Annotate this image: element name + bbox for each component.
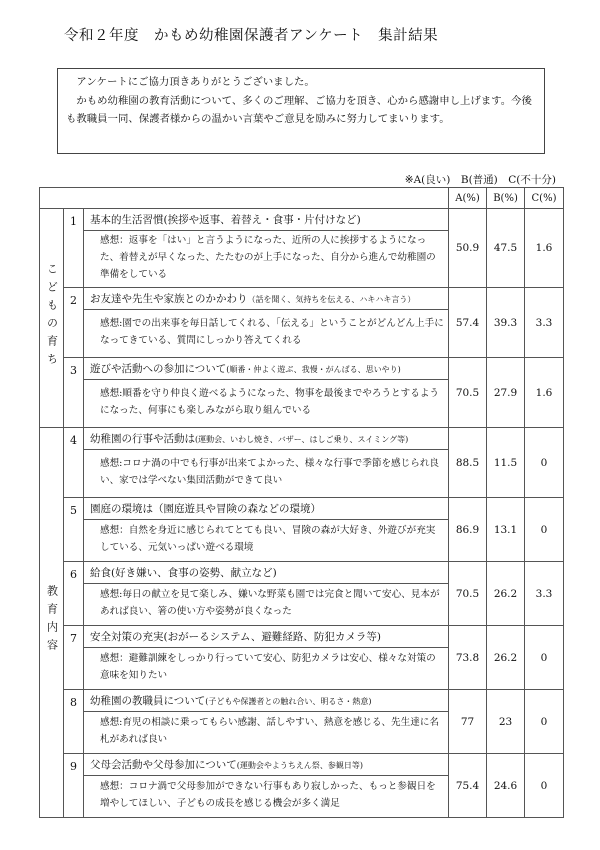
survey-results-table (39, 187, 564, 818)
item-number: 9 (64, 754, 84, 818)
item-comment-cell (84, 310, 449, 358)
value-c: 0 (525, 428, 564, 498)
item-comment-cell (84, 584, 449, 626)
item-heading-cell (84, 626, 449, 648)
item-number: 6 (64, 562, 84, 626)
item-comment-cell (84, 450, 449, 498)
item-comment-cell (84, 648, 449, 690)
intro-line-2: かもめ幼稚園の教育活動について、多くのご理解、ご協力を頂き、心から感謝申し上げます。今後も教職員一同、保護者様からの温かい言葉やご意見を励みに努力してまいります。 (66, 94, 532, 125)
value-b: 27.9 (487, 358, 525, 428)
item-comment-cell (84, 231, 449, 288)
value-b: 39.3 (487, 288, 525, 358)
column-header-c: C(%) (525, 188, 564, 209)
item-number: 5 (64, 498, 84, 562)
category-cell (40, 428, 64, 818)
item-comment: 感想：コロナ渦で父母参加ができない行事もあり寂しかった、もっと参観日を増やしてほしい、子どもの成長を感じる機会が多く満足 (100, 780, 436, 809)
item-comment: 感想：返事を「はい」と言うようになった、近所の人に挨拶するようになった、着替えが早くなった、たたむのが上手になった、自分から進んで幼稚園の準備をしている (100, 234, 436, 280)
header-blank (40, 188, 449, 209)
value-c: 0 (525, 498, 564, 562)
item-comment-cell (84, 380, 449, 428)
value-a: 70.5 (449, 562, 487, 626)
item-heading-cell (84, 428, 449, 450)
item-heading: 基本的生活習慣(挨拶や返事、着替え・食事・片付けなど) (90, 214, 361, 226)
item-comment: 感想:コロナ渦の中でも行事が出来てよかった、様々な行事で季節を感じられ良い、家では学べない集団活動ができて良い (100, 457, 440, 486)
table-row (40, 358, 564, 380)
value-b: 26.2 (487, 626, 525, 690)
item-heading-cell (84, 562, 449, 584)
table-row (40, 754, 564, 776)
table-row (40, 690, 564, 712)
item-heading: お友達や先生や家族とのかかわり (90, 293, 248, 305)
value-c: 3.3 (525, 562, 564, 626)
intro-line-1: アンケートにご協力頂きありがとうございました。 (76, 76, 315, 88)
value-c: 0 (525, 754, 564, 818)
table-row (40, 428, 564, 450)
column-header-a: A(%) (449, 188, 487, 209)
item-heading-cell (84, 754, 449, 776)
value-b: 13.1 (487, 498, 525, 562)
item-heading: 給食(好き嫌い、食事の姿勢、献立など) (90, 567, 277, 579)
value-c: 1.6 (525, 209, 564, 288)
value-a: 57.4 (449, 288, 487, 358)
item-number: 8 (64, 690, 84, 754)
item-heading-cell (84, 358, 449, 380)
value-a: 88.5 (449, 428, 487, 498)
item-comment-cell (84, 776, 449, 818)
value-a: 70.5 (449, 358, 487, 428)
page-title: 令和２年度 かもめ幼稚園保護者アンケート 集計結果 (64, 28, 439, 44)
value-b: 11.5 (487, 428, 525, 498)
item-heading: 幼稚園の行事や活動は (90, 433, 195, 445)
item-heading: 遊びや活動への参加について (90, 363, 227, 375)
table-row (40, 562, 564, 584)
value-a: 75.4 (449, 754, 487, 818)
rating-legend: ※A(良い) B(普通) C(不十分) (404, 174, 556, 186)
item-heading: 安全対策の充実(おがーるシステム、避難経路、防犯カメラ等) (90, 631, 381, 643)
table-row (40, 209, 564, 231)
value-b: 23 (487, 690, 525, 754)
item-heading-detail: （話を聞く、気持ちを伝える、ハキハキ言う） (247, 295, 416, 304)
item-heading-cell (84, 209, 449, 231)
item-comment: 感想:育児の相談に乗ってもらい感謝、話しやすい、熱意を感じる、先生達に名札があれば良い (100, 716, 440, 745)
category-label: 教育内容 (45, 585, 59, 657)
value-c: 0 (525, 626, 564, 690)
value-a: 77 (449, 690, 487, 754)
table-row (40, 626, 564, 648)
item-heading: 幼稚園の教職員について (90, 695, 206, 707)
item-number: 2 (64, 288, 84, 358)
value-a: 73.8 (449, 626, 487, 690)
value-b: 26.2 (487, 562, 525, 626)
item-heading-detail: (子どもや保護者との触れ合い、明るさ・熱意) (205, 697, 372, 706)
item-heading: 父母会活動や父母参加について (90, 759, 237, 771)
value-b: 47.5 (487, 209, 525, 288)
item-heading-detail: (運動会、いわし焼き、バザー、はしご乗り、スイミング等) (195, 435, 409, 444)
value-a: 50.9 (449, 209, 487, 288)
item-comment: 感想:毎日の献立を見て楽しみ、嫌いな野菜も園では完食と聞いて安心、見本があれば良い、箸の使い方や姿勢が良くなった (100, 588, 440, 617)
item-comment-cell (84, 712, 449, 754)
value-c: 1.6 (525, 358, 564, 428)
item-comment: 感想：避難訓練をしっかり行っていて安心、防犯カメラは安心、様々な対策の意味を知りたい (100, 652, 436, 681)
item-heading-cell (84, 690, 449, 712)
item-heading: 園庭の環境は（園庭遊具や冒険の森などの環境） (90, 503, 321, 515)
item-number: 4 (64, 428, 84, 498)
item-comment: 感想:順番を守り仲良く遊べるようになった、物事を最後までやろうとするようになった、何事にも楽しみながら取り組んでいる (100, 387, 440, 416)
value-c: 3.3 (525, 288, 564, 358)
value-c: 0 (525, 690, 564, 754)
table-header-row (40, 188, 564, 209)
intro-box (57, 68, 545, 154)
item-heading-detail: (順番・仲よく遊ぶ、我慢・がんばる、思いやり) (226, 365, 401, 374)
item-comment: 感想:園での出来事を毎日話してくれる、「伝える」ということがどんどん上手になってきている、質問にしっかり答えてくれる (100, 317, 444, 346)
table-row (40, 288, 564, 310)
item-heading-cell (84, 288, 449, 310)
item-number: 1 (64, 209, 84, 288)
column-header-b: B(%) (487, 188, 525, 209)
item-number: 3 (64, 358, 84, 428)
item-number: 7 (64, 626, 84, 690)
table-row (40, 498, 564, 520)
category-cell (40, 209, 64, 428)
item-comment: 感想：自然を身近に感じられてとても良い、冒険の森が大好き、外遊びが充実している、元気いっぱい遊べる環境 (100, 524, 436, 553)
value-b: 24.6 (487, 754, 525, 818)
category-label: こどもの育ち (45, 262, 59, 371)
item-comment-cell (84, 520, 449, 562)
item-heading-detail: (運動会やようちえん祭、参観日等) (236, 761, 364, 770)
item-heading-cell (84, 498, 449, 520)
value-a: 86.9 (449, 498, 487, 562)
